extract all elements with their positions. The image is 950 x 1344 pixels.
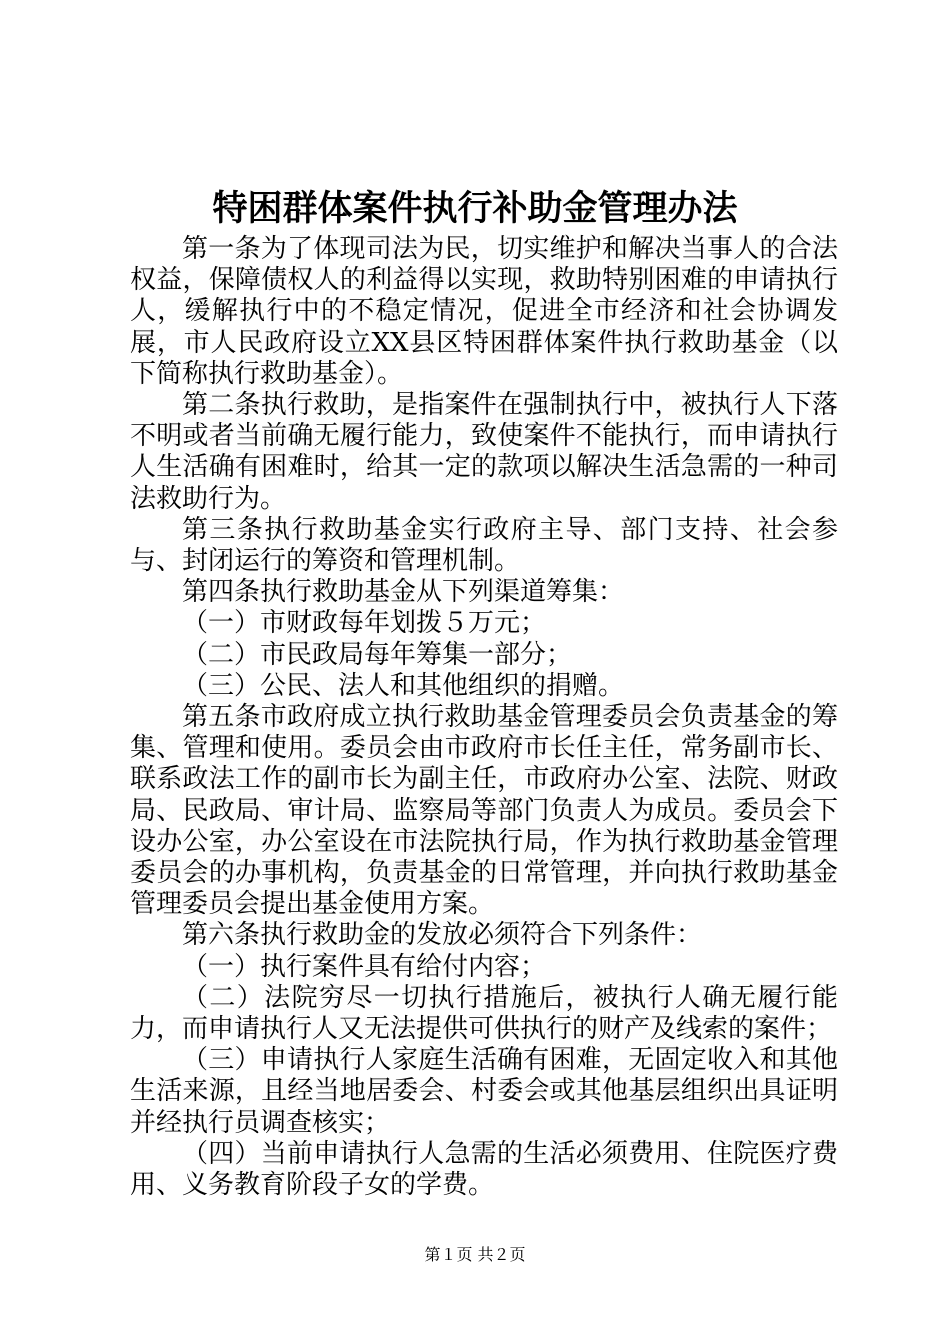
- article-5-paragraph: 第五条市政府成立执行救助基金管理委员会负责基金的筹集、管理和使用。委员会由市政府市长任主任，常务副市长、联系政法工作的副市长为副主任，市政府办公室、法院、财政局、民政局、审计局、监察局等部门负责人为成员。委员会下设办公室，办公室设在市法院执行局，作为执行救助基金管理委员会的办事机构，负责基金的日常管理，并向执行救助基金管理委员会提出基金使用方案。: [130, 702, 838, 920]
- article-6-paragraph: 第六条执行救助金的发放必须符合下列条件：: [182, 920, 703, 951]
- article-2-paragraph: 第二条执行救助，是指案件在强制执行中，被执行人下落不明或者当前确无履行能力，致使案件不能执行，而申请执行人生活确有困难时，给其一定的款项以解决生活急需的一种司法救助行为。: [130, 390, 838, 514]
- article-3-paragraph: 第三条执行救助基金实行政府主导、部门支持、社会参与、封闭运行的筹资和管理机制。: [130, 514, 838, 577]
- article-4-item-1: （一）市财政每年划拨５万元；: [182, 608, 547, 639]
- article-6-item-2: （二）法院穷尽一切执行措施后，被执行人确无履行能力，而申请执行人又无法提供可供执行的财产及线索的案件；: [130, 982, 838, 1045]
- document-body: [130, 234, 838, 1201]
- article-1-paragraph: 第一条为了体现司法为民，切实维护和解决当事人的合法权益，保障债权人的利益得以实现，救助特别困难的申请执行人，缓解执行中的不稳定情况，促进全市经济和社会协调发展，市人民政府设立XX县区特困群体案件执行救助基金（以下简称执行救助基金）。: [130, 234, 838, 389]
- page-footer: 第１页 共２页: [424, 1245, 526, 1264]
- article-4-item-2: （二）市民政局每年筹集一部分；: [182, 639, 573, 670]
- article-6-item-1: （一）执行案件具有给付内容；: [182, 951, 547, 982]
- article-6-item-4: （四）当前申请执行人急需的生活必须费用、住院医疗费用、义务教育阶段子女的学费。: [130, 1138, 838, 1201]
- article-4-paragraph: 第四条执行救助基金从下列渠道筹集：: [182, 577, 625, 608]
- article-6-item-3: （三）申请执行人家庭生活确有困难，无固定收入和其他生活来源，且经当地居委会、村委会或其他基层组织出具证明并经执行员调查核实；: [130, 1045, 838, 1138]
- article-4-item-3: （三）公民、法人和其他组织的捐赠。: [182, 670, 625, 701]
- document-title: 特困群体案件执行补助金管理办法: [212, 188, 738, 229]
